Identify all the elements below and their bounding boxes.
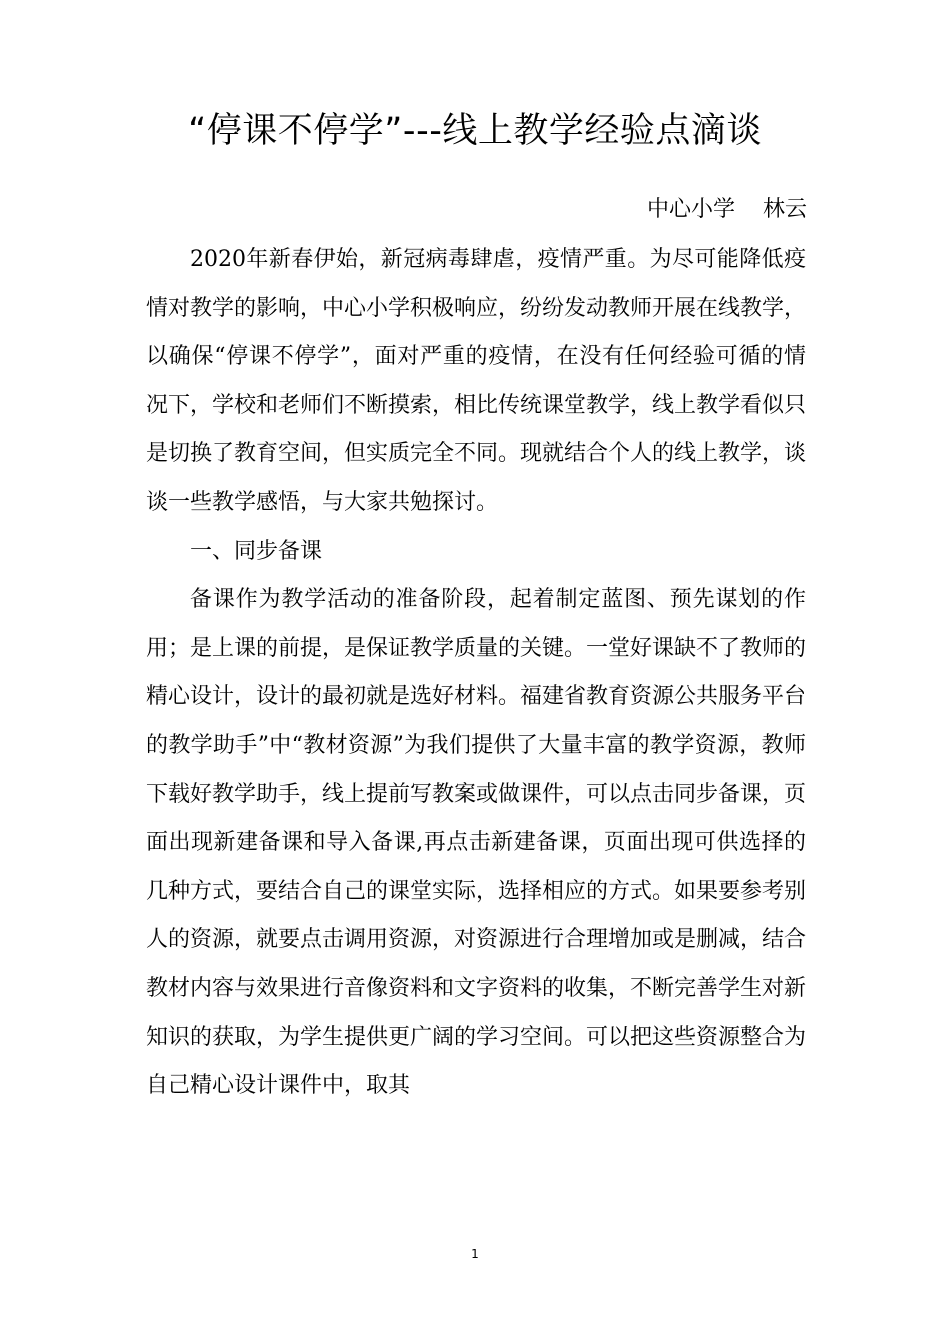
author-byline: 中心小学 林云 — [647, 197, 807, 222]
page-title: “停课不停学”---线上教学经验点滴谈 — [188, 111, 762, 151]
page-number: 1 — [471, 1247, 479, 1261]
paragraph-intro: 2020年新春伊始，新冠病毒肆虐，疫情严重。为尽可能降低疫情对教学的影响，中心小学积极响应，纷纷发动教师开展在线教学，以确保“停课不停学”，面对严重的疫情，在没有任何经验可循的情况下，学校和老师们不断摸索，相比传统课堂教学，线上教学看似只是切换了教育空间，但实质完全不同。现就结合个人的线上教学，谈谈一些教学感悟，与大家共勉探讨。 — [146, 247, 807, 515]
paragraph-lesson-prep: 备课作为教学活动的准备阶段，起着制定蓝图、预先谋划的作用；是上课的前提，是保证教学质量的关键。一堂好课缺不了教师的精心设计，设计的最初就是选好材料。福建省教育资源公共服务平台的教学助手”中“教材资源”为我们提供了大量丰富的教学资源，教师下载好教学助手，线上提前写教案或做课件，可以点击同步备课，页面出现新建备课和导入备课,再点击新建备课，页面出现可供选择的几种方式，要结合自己的课堂实际，选择相应的方式。如果要参考别人的资源，就要点击调用资源，对资源进行合理增加或是删减，结合教材内容与效果进行音像资料和文字资料的收集，不断完善学生对新知识的获取，为学生提供更广阔的学习空间。可以把这些资源整合为自己精心设计课件中，取其 — [146, 587, 807, 1099]
document-body — [146, 236, 806, 1111]
section-heading: 一、同步备课 — [190, 538, 323, 564]
